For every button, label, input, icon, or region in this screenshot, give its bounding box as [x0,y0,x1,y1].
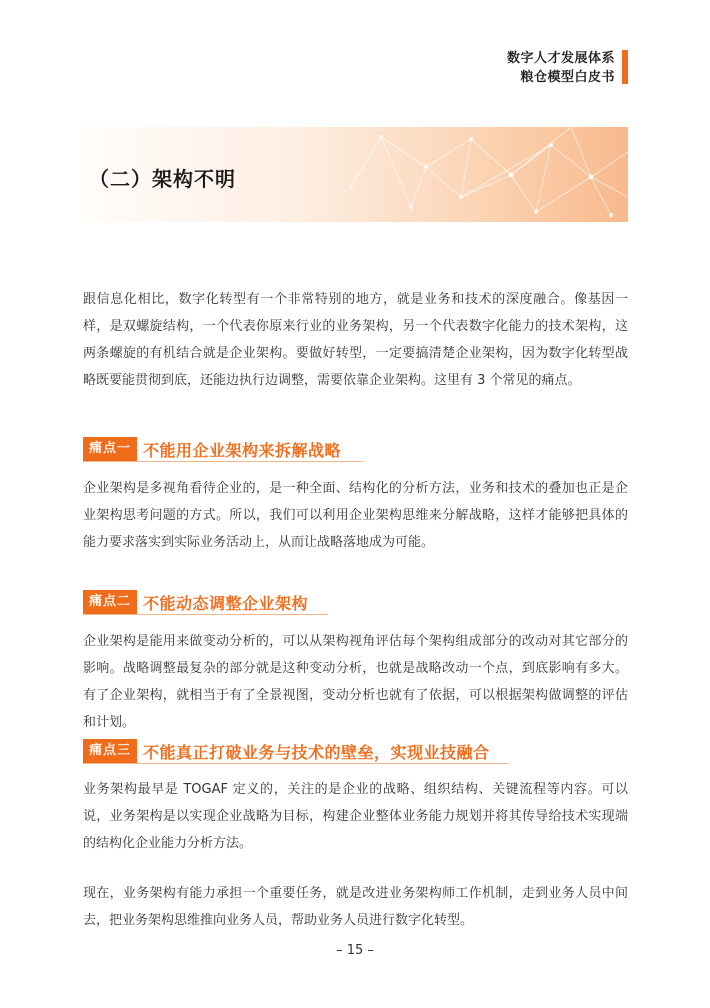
pain-point-1-tag: 痛点一 [83,437,137,461]
section-title: （二）架构不明 [89,167,236,191]
section-banner [81,127,628,222]
pain-point-1-heading [83,437,341,461]
page-number: – 15 – [336,943,374,958]
pain-point-2-tag: 痛点二 [83,590,137,614]
pain-point-3-underline [83,763,508,764]
pain-point-2-underline [83,614,328,615]
pain-point-1-body: 企业架构是多视角看待企业的，是一种全面、结构化的分析方法，业务和技术的叠加也正是企业架构思考问题的方式。所以，我们可以利用企业架构思维来分解战略，这样才能够把具体的能力要求落实到实际业务活动上，从而让战略落地成为可能。 [83,481,628,550]
running-header-line2: 粮仓模型白皮书 [520,70,615,85]
pain-point-3-tag: 痛点三 [83,739,137,763]
pain-point-2-body: 企业架构是能用来做变动分析的，可以从架构视角评估每个架构组成部分的改动对其它部分的影响。战略调整最复杂的部分就是这种变动分析，也就是战略改动一个点，到底影响有多大。有了企业架构，就相当于有了全景视图，变动分析也就有了依据，可以根据架构做调整的评估和计划。 [83,634,628,730]
pain-point-2-heading [83,590,308,614]
pain-point-3-title: 不能真正打破业务与技术的壁垒，实现业技融合 [143,742,490,762]
pain-point-1-underline [83,461,363,462]
pain-point-1-title: 不能用企业架构来拆解战略 [143,440,342,460]
running-header [507,49,615,87]
running-header-line1: 数字人才发展体系 [506,51,615,66]
closing-paragraph: 现在，业务架构有能力承担一个重要任务，就是改进业务架构师工作机制，走到业务人员中间去，把业务架构思维推向业务人员，帮助业务人员进行数字化转型。 [83,886,628,928]
header-accent-bar [622,50,628,84]
pain-point-2-title: 不能动态调整企业架构 [143,593,309,613]
intro-paragraph: 跟信息化相比，数字化转型有一个非常特别的地方，就是业务和技术的深度融合。像基因一样，是双螺旋结构，一个代表你原来行业的业务架构，另一个代表数字化能力的技术架构，这两条螺旋的有机结合就是企业架构。要做好转型，一定要搞清楚企业架构，因为数字化转型战略既要能贯彻到底，还能边执行边调整，需要依靠企业架构。这里有 3 个常见的痛点。 [83,292,628,388]
pain-point-3-body: 业务架构最早是 TOGAF 定义的，关注的是企业的战略、组织结构、关键流程等内容。可以说，业务架构是以实现企业战略为目标，构建企业整体业务能力规划并将其传导给技术实现端的结构化企业能力分析方法。 [83,782,628,851]
pain-point-3-heading [83,739,490,763]
